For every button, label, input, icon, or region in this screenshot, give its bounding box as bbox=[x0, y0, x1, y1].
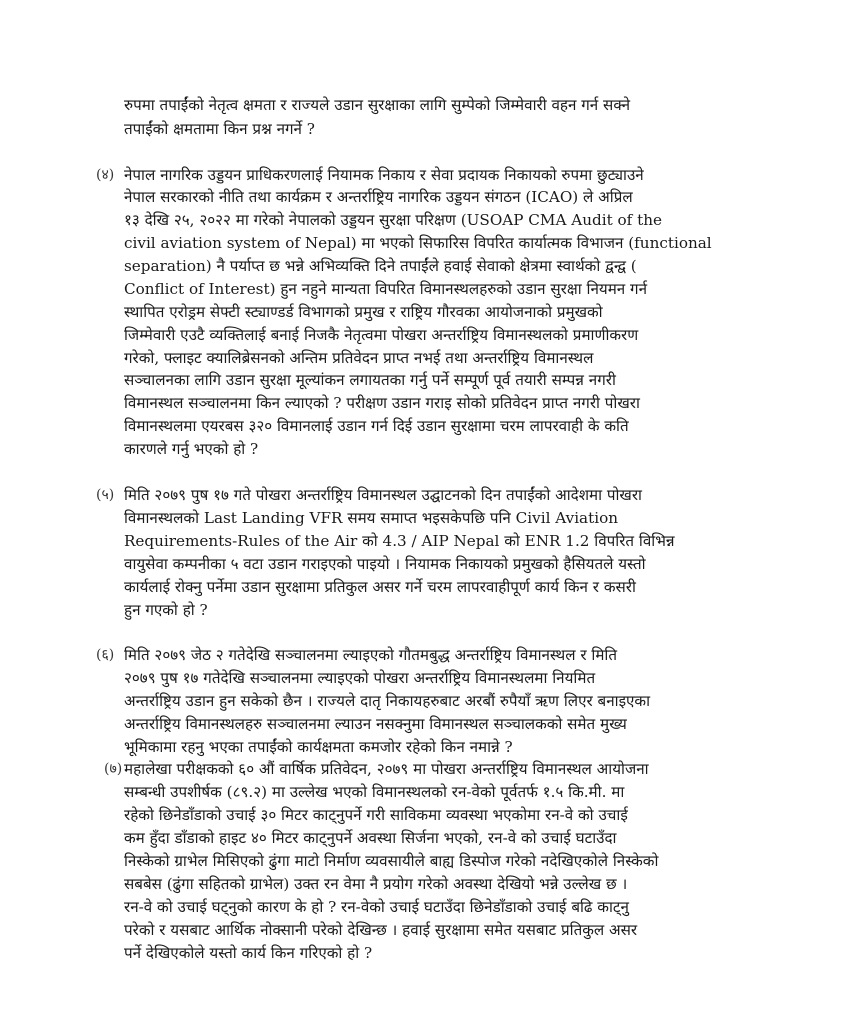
text-line: मिति २०७९ जेठ २ गतेदेखि सञ्चालनमा ल्याइएको गौतमबुद्ध अन्तर्राष्ट्रिय विमानस्थल र मिति bbox=[124, 646, 618, 664]
text-line: जिम्मेवारी एउटै व्यक्तिलाई बनाई निजकै नेतृत्वमा पोखरा अन्तर्राष्ट्रिय विमानस्थलको प्रमाणीकरण bbox=[124, 326, 639, 344]
text-line: विमानस्थलमा एयरबस ३२० विमानलाई उडान गर्न दिई उडान सुरक्षामा चरम लापरवाही के कति bbox=[124, 417, 629, 435]
text-line: नेपाल सरकारको नीति तथा कार्यक्रम र अन्तर्राष्ट्रिय नागरिक उड्डयन संगठन (ICAO) ले अप्रिल bbox=[124, 188, 633, 206]
text-line: अन्तर्राष्ट्रिय उडान हुन सकेको छैन । राज्यले दातृ निकायहरुबाट अरबौं रुपैयाँ ऋण लिएर बनाइएका bbox=[124, 692, 651, 710]
section-number: (७) bbox=[104, 761, 123, 777]
text-line: भूमिकामा रहनु भएका तपाईंको कार्यक्षमता कमजोर रहेको किन नमान्ने ? bbox=[124, 738, 513, 756]
text-line: कम हुँदा डाँडाको हाइट ४० मिटर काट्नुपर्ने अवस्था सिर्जना भएको, रन-वे को उचाई घटाउँदा bbox=[124, 829, 617, 847]
text-line: गरेको, फ्लाइट क्यालिब्रेसनको अन्तिम प्रतिवेदन प्राप्त नभई तथा अन्तर्राष्ट्रिय विमानस्थल bbox=[124, 349, 594, 367]
text-line: सम्बन्धी उपशीर्षक (८९.२) मा उल्लेख भएको विमानस्थलको रन-वेको पूर्वतर्फ १.५ कि.मी. मा bbox=[124, 783, 625, 801]
section-number: (६) bbox=[96, 647, 115, 663]
text-line: सबबेस (ढुंगा सहितको ग्राभेल) उक्त रन वेमा नै प्रयोग गरेको अवस्था देखियो भन्ने उल्लेख छ । bbox=[124, 875, 628, 893]
text-line: विमानस्थल सञ्चालनमा किन ल्याएको ? परीक्षण उडान गराइ सोको प्रतिवेदन प्राप्त नगरी पोखरा bbox=[124, 394, 640, 412]
text-line: १३ देखि २५, २०२२ मा गरेको नेपालको उड्डयन सुरक्षा परिक्षण (USOAP CMA Audit of the bbox=[124, 211, 662, 229]
text-line: पर्ने देखिएकोले यस्तो कार्य किन गरिएको हो ? bbox=[124, 944, 373, 962]
text-line: स्थापित एरोड्रम सेफ्टी स्ट्याण्डर्ड विभागको प्रमुख र राष्ट्रिय गौरवका आयोजनाको प्रमुखको bbox=[124, 303, 603, 321]
text-line: कार्यलाई रोक्नु पर्नेमा उडान सुरक्षामा प्रतिकुल असर गर्ने चरम लापरवाहीपूर्ण कार्य किन र कसरी bbox=[124, 578, 636, 596]
text-line: रहेको छिनेडाँडाको उचाई ३० मिटर काट्नुपर्ने गरी साविकमा व्यवस्था भएकोमा रन-वे को उचाई bbox=[124, 806, 628, 824]
text-line: हुन गएको हो ? bbox=[124, 601, 208, 619]
text-line: सञ्चालनका लागि उडान सुरक्षा मूल्यांकन लगायतका गर्नु पर्ने सम्पूर्ण पूर्व तयारी सम्पन्न नगरी bbox=[124, 371, 616, 389]
text-line: निस्केको ग्राभेल मिसिएको ढुंगा माटो निर्माण व्यवसायीले बाह्य डिस्पोज गरेको नदेखिएकोले निस्केको bbox=[124, 852, 659, 870]
text-line: महालेखा परीक्षकको ६० औं वार्षिक प्रतिवेदन, २०७९ मा पोखरा अन्तर्राष्ट्रिय विमानस्थल आयोजना bbox=[124, 760, 649, 778]
text-line: मिति २०७९ पुष १७ गते पोखरा अन्तर्राष्ट्रिय विमानस्थल उद्घाटनको दिन तपाईंको आदेशमा पोखरा bbox=[124, 486, 642, 504]
text-line: तपाईंको क्षमतामा किन प्रश्न नगर्ने ? bbox=[124, 120, 315, 138]
text-line: विमानस्थलको Last Landing VFR समय समाप्त भइसकेपछि पनि Civil Aviation bbox=[124, 509, 618, 527]
text-line: रुपमा तपाईंको नेतृत्व क्षमता र राज्यले उडान सुरक्षाका लागि सुम्पेको जिम्मेवारी वहन गर्न सक्ने bbox=[124, 96, 631, 114]
text-line: अन्तर्राष्ट्रिय विमानस्थलहरु सञ्चालनमा ल्याउन नसक्नुमा विमानस्थल सञ्चालकको समेत मुख्य bbox=[124, 715, 627, 733]
text-line: Conflict of Interest) हुन नहुने मान्यता विपरित विमानस्थलहरुको उडान सुरक्षा नियमन गर्न bbox=[124, 280, 648, 298]
text-line: रन-वे को उचाई घट्नुको कारण के हो ? रन-वेको उचाई घटाउँदा छिनेडाँडाको उचाई बढि काट्नु bbox=[124, 898, 629, 916]
text-line: नेपाल नागरिक उड्डयन प्राधिकरणलाई नियामक निकाय र सेवा प्रदायक निकायको रुपमा छुट्याउने bbox=[124, 166, 644, 184]
text-line: वायुसेवा कम्पनीका ५ वटा उडान गराइएको पाइयो । नियामक निकायको प्रमुखको हैसियतले यस्तो bbox=[124, 555, 646, 573]
text-line: २०७९ पुष १७ गतेदेखि सञ्चालनमा ल्याइएको पोखरा अन्तर्राष्ट्रिय विमानस्थलमा नियमित bbox=[124, 669, 596, 687]
section-number: (५) bbox=[96, 487, 115, 503]
text-line: कारणले गर्नु भएको हो ? bbox=[124, 440, 259, 458]
section-number: (४) bbox=[96, 167, 115, 183]
text-line: परेको र यसबाट आर्थिक नोक्सानी परेको देखिन्छ । हवाई सुरक्षामा समेत यसबाट प्रतिकुल असर bbox=[124, 921, 638, 939]
text-line: separation) नै पर्याप्त छ भन्ने अभिव्यक्ति दिने तपाईंले हवाई सेवाको क्षेत्रमा स्वार्थको द्वन्द्व ( bbox=[124, 257, 637, 275]
text-line: Requirements-Rules of the Air को 4.3 / AIP Nepal को ENR 1.2 विपरित विभिन्न bbox=[124, 532, 675, 550]
text-line: civil aviation system of Nepal) मा भएको सिफारिस विपरित कार्यात्मक विभाजन (functional bbox=[124, 234, 712, 252]
